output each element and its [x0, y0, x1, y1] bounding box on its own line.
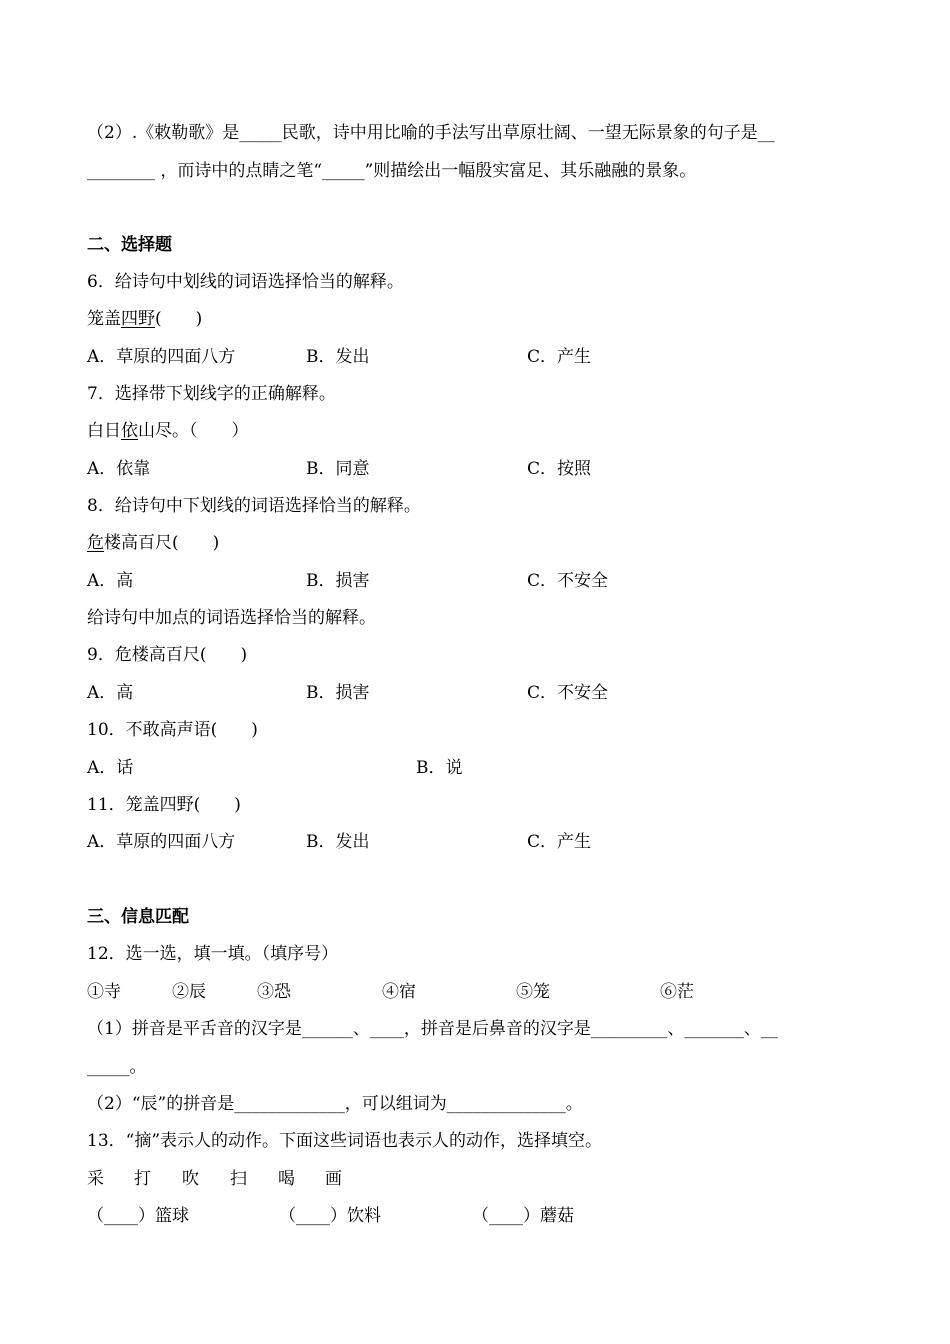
q6-underlined: 四野 — [121, 309, 155, 329]
q10-option-a[interactable]: A．话 — [87, 758, 134, 778]
q12-char-1: ①寺 — [87, 982, 121, 1002]
q12-char-4: ④宿 — [382, 982, 416, 1002]
q8-option-c[interactable]: C．不安全 — [527, 571, 609, 591]
q11-option-c[interactable]: C．产生 — [527, 832, 592, 852]
section-title-choice: 二、选择题 — [87, 235, 172, 255]
q8-suffix: 楼高百尺( ) — [104, 533, 220, 553]
q7-option-a[interactable]: A．依靠 — [87, 459, 151, 479]
q8-option-a[interactable]: A．高 — [87, 571, 134, 591]
q12-char-3: ③恐 — [257, 982, 291, 1002]
q7-suffix: 山尽。（ ） — [138, 421, 249, 441]
q5-2-line1: （2）.《敕勒歌》是_____民歌，诗中用比喻的手法写出草原壮阔、一望无际景象的句子是__ — [87, 123, 775, 143]
q8-underlined: 危 — [87, 533, 104, 553]
q5-2-line2: ________ ，而诗中的点睛之笔“_____”则描绘出一幅殷实富足、其乐融融的景象。 — [87, 161, 697, 181]
q7-underlined: 依 — [121, 421, 138, 441]
q13-word-6: 画 — [325, 1169, 342, 1189]
q6-option-b[interactable]: B．发出 — [306, 347, 370, 367]
q8-stem: 8．给诗句中下划线的词语选择恰当的解释。 — [87, 496, 421, 516]
q9-option-b[interactable]: B．损害 — [306, 683, 370, 703]
q7-prefix: 白日 — [87, 421, 121, 441]
q6-stem: 6．给诗句中划线的词语选择恰当的解释。 — [87, 272, 404, 292]
q9-stem: 9．危楼高百尺( ) — [87, 645, 248, 665]
q7-poem-line — [87, 420, 249, 442]
q7-option-c[interactable]: C．按照 — [527, 459, 592, 479]
q13-word-5: 喝 — [278, 1169, 295, 1189]
group-9-11-stem: 给诗句中加点的词语选择恰当的解释。 — [87, 608, 376, 628]
q13-word-1: 采 — [87, 1169, 104, 1189]
q7-stem: 7．选择带下划线字的正确解释。 — [87, 384, 336, 404]
q13-word-4: 扫 — [230, 1169, 247, 1189]
q13-blank-basketball[interactable]: （____）篮球 — [87, 1206, 189, 1226]
q10-stem: 10．不敢高声语( ) — [87, 720, 258, 740]
q11-option-b[interactable]: B．发出 — [306, 832, 370, 852]
q8-option-b[interactable]: B．损害 — [306, 571, 370, 591]
q13-word-2: 打 — [134, 1169, 151, 1189]
q6-suffix: ( ) — [155, 309, 203, 329]
q12-char-6: ⑥茫 — [660, 982, 694, 1002]
q6-option-c[interactable]: C．产生 — [527, 347, 592, 367]
q12-stem: 12．选一选，填一填。（填序号） — [87, 944, 339, 964]
q12-char-5: ⑤笼 — [516, 982, 550, 1002]
q12-sub1-line2: _____。 — [87, 1057, 147, 1077]
q11-stem: 11．笼盖四野( ) — [87, 795, 241, 815]
q7-option-b[interactable]: B．同意 — [306, 459, 370, 479]
q12-sub2: （2）“辰”的拼音是_____________，可以组词为______________。 — [87, 1094, 583, 1114]
q12-sub1-line1: （1）拼音是平舌音的汉字是______、____，拼音是后鼻音的汉字是_________、_______、__ — [87, 1019, 778, 1039]
q6-option-a[interactable]: A．草原的四面八方 — [87, 347, 236, 367]
q6-poem-line — [87, 308, 202, 330]
q13-stem: 13．“摘”表示人的动作。下面这些词语也表示人的动作，选择填空。 — [87, 1131, 603, 1151]
q13-blank-drink[interactable]: （____）饮料 — [279, 1206, 381, 1226]
q13-word-3: 吹 — [182, 1169, 199, 1189]
q11-option-a[interactable]: A．草原的四面八方 — [87, 832, 236, 852]
q13-blank-mushroom[interactable]: （____）蘑菇 — [472, 1206, 574, 1226]
q12-char-2: ②辰 — [172, 982, 206, 1002]
q6-prefix: 笼盖 — [87, 309, 121, 329]
section-title-matching: 三、信息匹配 — [87, 907, 189, 927]
q9-option-a[interactable]: A．高 — [87, 683, 134, 703]
q8-poem-line — [87, 532, 219, 554]
q9-option-c[interactable]: C．不安全 — [527, 683, 609, 703]
q10-option-b[interactable]: B．说 — [416, 758, 463, 778]
